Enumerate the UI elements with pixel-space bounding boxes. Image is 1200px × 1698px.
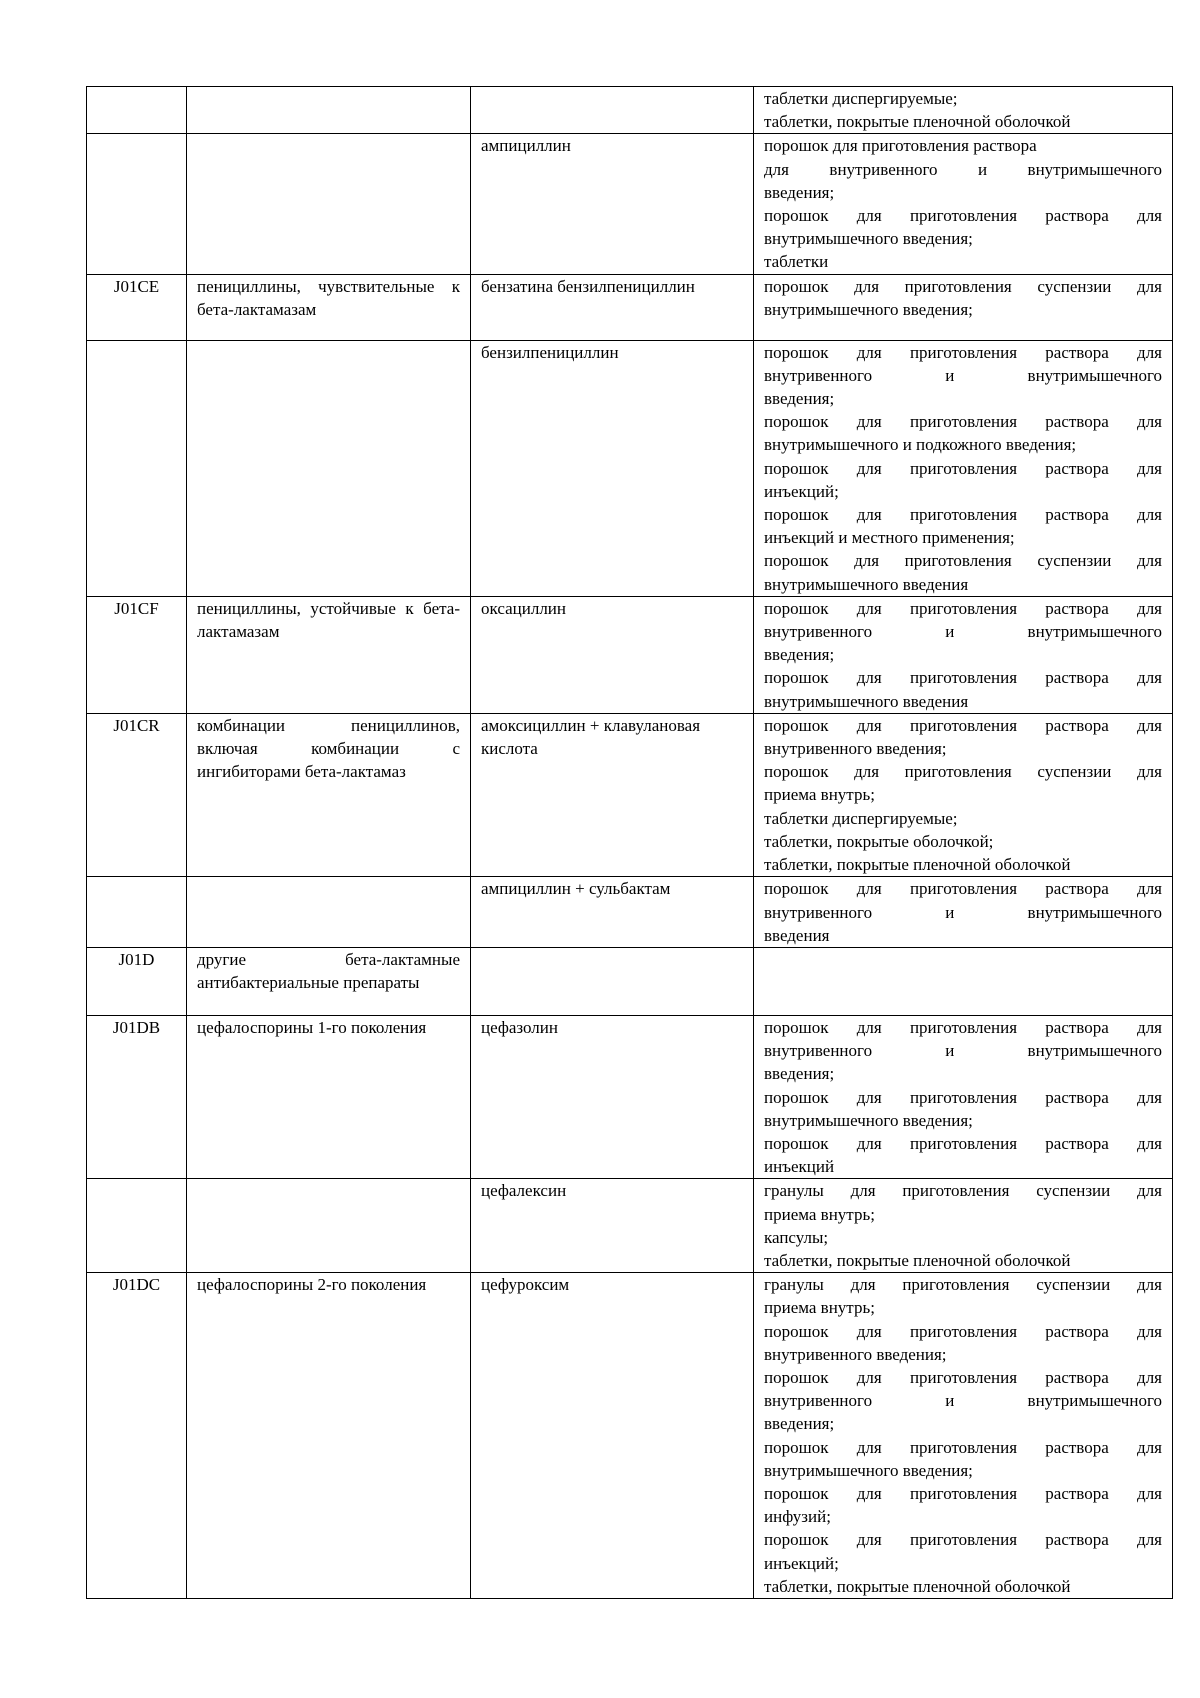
table-row [87,1179,1173,1273]
drug-name-cell: бензилпенициллин [471,340,754,596]
dosage-form-line: внутримышечного введения; [764,1110,973,1130]
atc-code-cell: J01DC [87,1273,187,1599]
dosage-form-line: внутримышечного введения; [764,1460,973,1480]
atc-code-cell: J01CF [87,596,187,713]
dosage-form-line: гранулы для приготовления суспензии для [764,1181,1162,1201]
drug-name-cell: бензатина бензилпенициллин [471,274,754,340]
dosage-form-line: внутривенного введения; [764,1344,947,1364]
dosage-form-line: порошок для приготовления раствора для [764,1321,1162,1341]
dosage-form-line: порошок для приготовления раствора для [764,1437,1162,1457]
dosage-form-line: порошок для приготовления раствора для [764,1530,1162,1550]
dosage-form-line: введения; [764,389,835,409]
pharmacological-group-cell [187,877,471,948]
atc-code-cell [87,877,187,948]
table-row [87,947,1173,1015]
pharmacological-group-cell: комбинации пенициллинов, включая комбинации с ингибиторами бета-лактамаз [187,713,471,876]
dosage-form-line: таблетки, покрытые пленочной оболочкой [764,1576,1071,1596]
pharmacological-group-cell: пенициллины, устойчивые к бета-лактамазам [187,596,471,713]
dosage-form-line: внутримышечного введения [764,691,969,711]
pharmacological-group-cell: пенициллины, чувствительные к бета-лактамазам [187,274,471,340]
dosage-form-line: внутримышечного введения; [764,299,973,319]
dosage-form-line: порошок для приготовления раствора для [764,1483,1162,1503]
drug-name-cell: ампициллин + сульбактам [471,877,754,948]
dosage-form-line: приема внутрь; [764,785,875,805]
dosage-form-line: инъекций [764,1157,835,1177]
dosage-form-line: инфузий; [764,1507,831,1527]
dosage-form-line: внутривенного введения; [764,739,947,759]
drug-name-cell: цефазолин [471,1015,754,1178]
pharmacological-group-cell [187,134,471,274]
dosage-form-line: введения [764,925,830,945]
drug-name-cell: оксациллин [471,596,754,713]
table-row [87,274,1173,340]
drug-name-cell: цефалексин [471,1179,754,1273]
dosage-form-line: гранулы для приготовления суспензии для [764,1275,1162,1295]
dosage-form-line: таблетки [764,252,829,272]
dosage-form-line: приема внутрь; [764,1298,875,1318]
table-row [87,1273,1173,1599]
dosage-form-line: порошок для приготовления раствора для [764,1133,1162,1153]
dosage-form-line: внутримышечного введения; [764,229,973,249]
dosage-form-line: порошок для приготовления раствора для [764,715,1162,735]
drug-name-cell [471,87,754,134]
dosage-form-line: внутримышечного введения [764,574,969,594]
atc-code-cell: J01CE [87,274,187,340]
pharmacological-group-cell: цефалоспорины 1-го поколения [187,1015,471,1178]
dosage-form-line: порошок для приготовления раствора для [764,206,1162,226]
dosage-form-line: инъекций и местного применения; [764,528,1015,548]
table-row [87,1015,1173,1178]
dosage-form-line: порошок для приготовления суспензии для [764,762,1162,782]
table-body [87,87,1173,1599]
drug-name-cell: цефуроксим [471,1273,754,1599]
dosage-form-line: таблетки, покрытые пленочной оболочкой [764,112,1071,132]
dosage-form-line: порошок для приготовления раствора для [764,412,1162,432]
dosage-forms-cell [754,1273,1173,1599]
dosage-forms-cell [754,340,1173,596]
dosage-forms-cell [754,1015,1173,1178]
pharmacological-group-cell: другие бета-лактамные антибактериальные препараты [187,947,471,1015]
drug-name-cell: ампициллин [471,134,754,274]
dosage-form-line: введения; [764,645,835,665]
atc-code-cell [87,134,187,274]
dosage-form-line: введения; [764,182,835,202]
dosage-forms-cell [754,713,1173,876]
dosage-forms-cell [754,1179,1173,1273]
dosage-form-line: таблетки диспергируемые; [764,89,958,108]
pharmacological-group-cell [187,1179,471,1273]
drug-name-cell: амоксициллин + клавулановая кислота [471,713,754,876]
table-row [87,713,1173,876]
atc-code-cell [87,1179,187,1273]
dosage-form-line: таблетки диспергируемые; [764,808,958,828]
dosage-form-line: порошок для приготовления раствора для [764,879,1162,899]
dosage-form-line: порошок для приготовления раствора для [764,1367,1162,1387]
atc-code-cell: J01CR [87,713,187,876]
dosage-form-line: внутримышечного и подкожного введения; [764,435,1077,455]
dosage-forms-cell [754,877,1173,948]
dosage-forms-cell [754,596,1173,713]
atc-code-cell [87,87,187,134]
atc-code-cell: J01DB [87,1015,187,1178]
dosage-form-line: введения; [764,1414,835,1434]
dosage-form-line: введения; [764,1064,835,1084]
table-row [87,87,1173,134]
dosage-form-line: капсулы; [764,1227,829,1247]
dosage-form-line: порошок для приготовления раствора для [764,342,1162,362]
dosage-form-line: порошок для приготовления раствора для [764,1087,1162,1107]
dosage-form-line: приема внутрь; [764,1204,875,1224]
pharmacological-group-cell: цефалоспорины 2-го поколения [187,1273,471,1599]
dosage-form-line: порошок для приготовления суспензии для [764,551,1162,571]
drug-table [86,86,1173,1599]
dosage-form-line: порошок для приготовления раствора для [764,505,1162,525]
dosage-form-line: порошок для приготовления раствора для [764,1017,1162,1037]
dosage-form-line: порошок для приготовления раствора для [764,458,1162,478]
table-row [87,340,1173,596]
dosage-form-line: порошок для приготовления раствора для [764,598,1162,618]
dosage-forms-cell [754,134,1173,274]
dosage-form-line: порошок для приготовления раствора для [764,668,1162,688]
dosage-form-line: таблетки, покрытые пленочной оболочкой [764,855,1071,875]
pharmacological-group-cell [187,87,471,134]
dosage-form-line: инъекций; [764,481,839,501]
atc-code-cell [87,340,187,596]
dosage-forms-cell [754,274,1173,340]
dosage-form-line: порошок для приготовления раствора [764,136,1037,156]
dosage-form-line: внутривенного и внутримышечного [764,1041,1162,1061]
table-row [87,877,1173,948]
dosage-form-line: порошок для приготовления суспензии для [764,276,1162,296]
dosage-form-line: для внутривенного и внутримышечного [764,159,1162,179]
dosage-form-line: таблетки, покрытые оболочкой; [764,831,994,851]
dosage-forms-cell [754,947,1173,1015]
table-row [87,596,1173,713]
dosage-form-line: внутривенного и внутримышечного [764,365,1162,385]
dosage-form-line: таблетки, покрытые пленочной оболочкой [764,1250,1071,1270]
dosage-forms-cell [754,87,1173,134]
table-row [87,134,1173,274]
dosage-form-line: внутривенного и внутримышечного [764,622,1162,642]
dosage-form-line: внутривенного и внутримышечного [764,1391,1162,1411]
pharmacological-group-cell [187,340,471,596]
dosage-form-line: инъекций; [764,1553,839,1573]
drug-name-cell [471,947,754,1015]
dosage-form-line: внутривенного и внутримышечного [764,902,1162,922]
atc-code-cell: J01D [87,947,187,1015]
